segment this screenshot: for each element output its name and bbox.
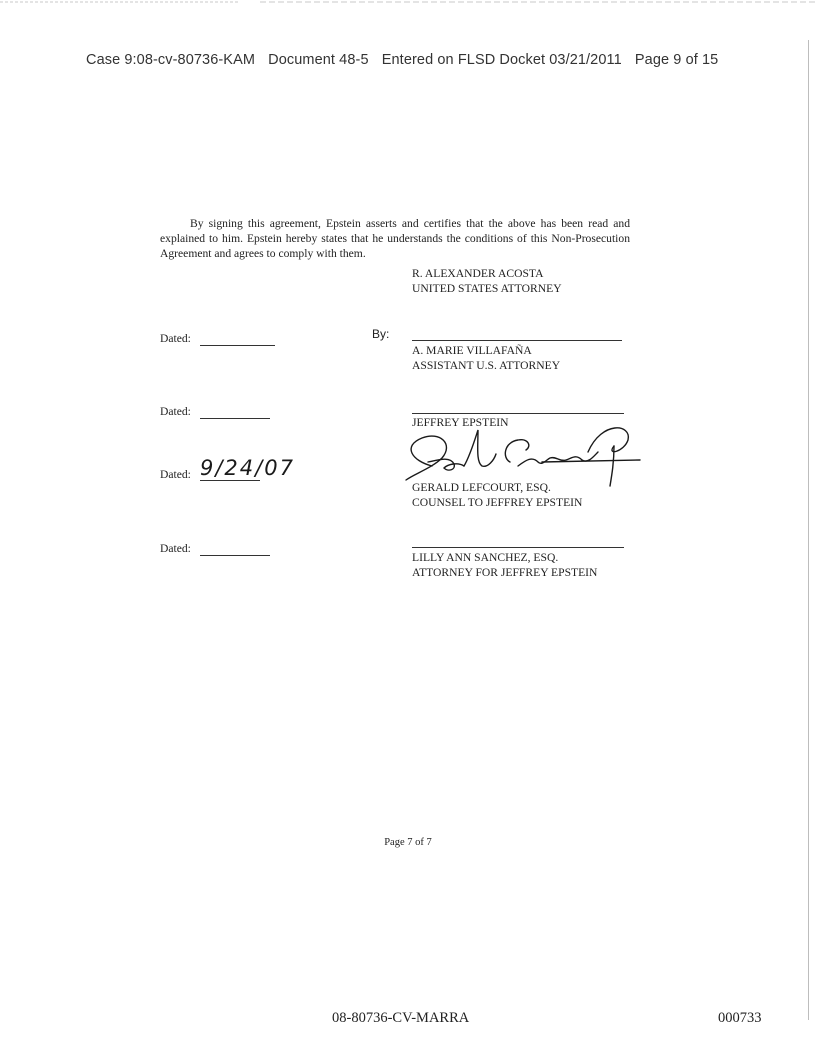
signer-villafana [412, 343, 560, 373]
page-indicator: Page 9 of 15 [634, 52, 719, 68]
signer-title: ASSISTANT U.S. ATTORNEY [412, 359, 561, 372]
filing-header [86, 52, 727, 68]
signature-line-epstein [412, 413, 624, 414]
attorney-title: UNITED STATES ATTORNEY [412, 282, 562, 295]
attorney-name: R. ALEXANDER ACOSTA [412, 267, 544, 280]
signer-lefcourt [412, 480, 582, 510]
dated-label-2: Dated: [160, 405, 191, 418]
signer-sanchez [412, 550, 597, 580]
certification-paragraph [160, 216, 630, 261]
date-line-2 [200, 418, 270, 419]
by-label: By: [372, 327, 390, 341]
signer-name: A. MARIE VILLAFAÑA [412, 344, 532, 357]
dated-label-3: Dated: [160, 468, 191, 481]
signature-line-villafana [412, 340, 622, 341]
bates-number: 000733 [718, 1010, 762, 1026]
scan-right-edge [808, 40, 811, 1020]
signer-title: COUNSEL TO JEFFREY EPSTEIN [412, 496, 583, 509]
date-line-3 [200, 480, 260, 481]
date-line-1 [200, 345, 275, 346]
signer-title: ATTORNEY FOR JEFFREY EPSTEIN [412, 566, 598, 579]
dated-label-1: Dated: [160, 332, 191, 345]
docket-entry: Entered on FLSD Docket 03/21/2011 [381, 52, 622, 68]
dated-label-4: Dated: [160, 542, 191, 555]
case-number: Case 9:08-cv-80736-KAM [86, 52, 256, 68]
signer-name: LILLY ANN SANCHEZ, ESQ. [412, 551, 559, 564]
handwritten-date: 9/24/07 [200, 456, 295, 480]
date-line-4 [200, 555, 270, 556]
signature-line-sanchez [412, 547, 624, 548]
certification-text: By signing this agreement, Epstein asserts and certifies that the above has been read and explained to him. Epstein hereby states that he understands the conditions of this Non-Prosecution Agreement and agrees to comply with them. [160, 217, 630, 260]
us-attorney-block [412, 266, 562, 296]
bates-case-number: 08-80736-CV-MARRA [332, 1010, 470, 1026]
scan-edge-noise [0, 0, 816, 8]
signer-epstein: JEFFREY EPSTEIN [412, 416, 509, 429]
signer-name: GERALD LEFCOURT, ESQ. [412, 481, 551, 494]
document-number: Document 48-5 [268, 52, 369, 68]
page-number: Page 7 of 7 [384, 837, 432, 848]
